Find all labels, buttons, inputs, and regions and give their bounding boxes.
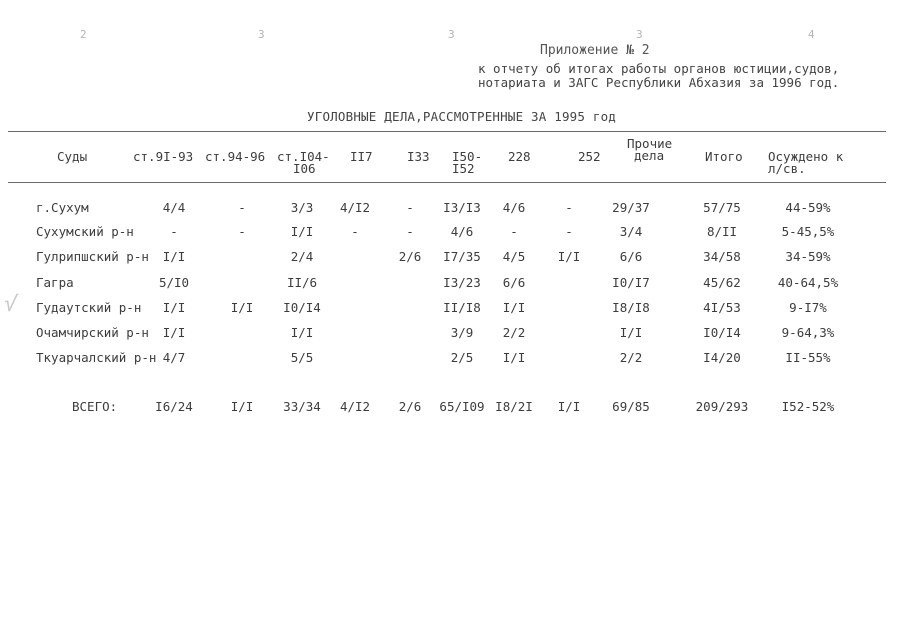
subtitle-line-1: к отчету об итогах работы органов юстиции,судов,: [478, 61, 840, 76]
row-court-name: ВСЕГО:: [72, 399, 118, 414]
row-cell-c10: 8/II: [706, 224, 738, 239]
row-court-name: Очамчирский р-н: [36, 325, 149, 340]
row-cell-c2: I/I: [230, 300, 254, 315]
row-cell-c11: 44-59%: [785, 200, 831, 215]
row-cell-c7: 4/5: [502, 249, 526, 264]
row-cell-c1: -: [170, 224, 178, 239]
table-title: УГОЛОВНЫЕ ДЕЛА,РАССМОТРЕННЫЕ ЗА 1995 год: [307, 109, 617, 124]
row-cell-c6: I3/23: [443, 275, 481, 290]
row-cell-c6: 2/5: [450, 350, 474, 365]
row-cell-c6: I3/I3: [443, 200, 481, 215]
row-cell-c6: 4/6: [450, 224, 474, 239]
row-cell-c4: 4/I2: [339, 399, 371, 414]
page-mark: 3: [448, 28, 455, 41]
row-cell-c10: 209/293: [695, 399, 749, 414]
row-cell-c3: 33/34: [283, 399, 321, 414]
header-art104-line2: I06: [293, 161, 316, 176]
check-mark-icon: √: [2, 291, 19, 318]
row-cell-c10: I0/I4: [703, 325, 741, 340]
row-cell-c7: I/I: [502, 350, 526, 365]
row-court-name: Гагра: [36, 275, 74, 290]
row-cell-c3: 5/5: [290, 350, 314, 365]
row-cell-c1: I/I: [162, 325, 186, 340]
row-court-name: Ткуарчалский р-н: [36, 350, 157, 365]
row-cell-c3: II/6: [286, 275, 318, 290]
row-cell-c7: I/I: [502, 300, 526, 315]
header-other: Прочие: [627, 136, 673, 151]
row-cell-c1: I/I: [162, 249, 186, 264]
row-cell-c6: 65/I09: [439, 399, 485, 414]
row-cell-c1: I6/24: [155, 399, 193, 414]
header-other-line2: дела: [634, 148, 665, 163]
appendix-label: Приложение № 2: [540, 43, 650, 58]
row-cell-c11: 40-64,5%: [777, 275, 839, 290]
header-art133: I33: [407, 149, 430, 164]
page-mark: 4: [808, 28, 815, 41]
row-cell-c5: -: [406, 200, 414, 215]
row-cell-c10: 34/58: [703, 249, 741, 264]
row-cell-c1: 4/7: [162, 350, 186, 365]
row-cell-c9: I0/I7: [612, 275, 650, 290]
row-cell-c3: 3/3: [290, 200, 314, 215]
row-court-name: Гудаутский р-н: [36, 300, 142, 315]
row-cell-c7: 4/6: [502, 200, 526, 215]
page-mark: 2: [80, 28, 87, 41]
page-mark: 3: [636, 28, 643, 41]
row-cell-c5: 2/6: [398, 399, 422, 414]
row-cell-c3: 2/4: [290, 249, 314, 264]
row-cell-c10: 4I/53: [703, 300, 741, 315]
row-cell-c7: 6/6: [502, 275, 526, 290]
row-cell-c6: I7/35: [443, 249, 481, 264]
row-cell-c7: I8/2I: [495, 399, 533, 414]
report-subtitle: [478, 62, 839, 90]
row-court-name: Сухумский р-н: [36, 224, 134, 239]
row-cell-c1: 4/4: [162, 200, 186, 215]
row-cell-c2: -: [238, 224, 246, 239]
row-cell-c1: 5/I0: [158, 275, 190, 290]
row-cell-c11: 5-45,5%: [781, 224, 835, 239]
header-courts: Суды: [57, 149, 88, 164]
row-cell-c9: I/I: [619, 325, 643, 340]
row-cell-c9: 69/85: [612, 399, 650, 414]
row-cell-c7: -: [510, 224, 518, 239]
header-art150-line2: I52: [452, 161, 475, 176]
row-cell-c10: 45/62: [703, 275, 741, 290]
row-cell-c6: 3/9: [450, 325, 474, 340]
row-cell-c10: I4/20: [703, 350, 741, 365]
header-art94: ст.94-96: [205, 149, 266, 164]
row-cell-c11: 9-I7%: [789, 300, 827, 315]
row-cell-c3: I/I: [290, 325, 314, 340]
header-bottom-rule: [8, 182, 886, 183]
header-convicted: Осуждено к: [768, 149, 844, 164]
subtitle-line-2: нотариата и ЗАГС Республики Абхазия за 1996 год.: [478, 75, 840, 90]
row-cell-c9: 3/4: [619, 224, 643, 239]
header-total: Итого: [705, 149, 743, 164]
row-cell-c5: -: [406, 224, 414, 239]
row-cell-c9: 29/37: [612, 200, 650, 215]
row-cell-c9: 2/2: [619, 350, 643, 365]
row-cell-c11: II-55%: [785, 350, 831, 365]
row-cell-c8: I/I: [557, 399, 581, 414]
row-cell-c11: 9-64,3%: [781, 325, 835, 340]
row-cell-c3: I0/I4: [283, 300, 321, 315]
row-court-name: Гулрипшский р-н: [36, 249, 149, 264]
row-cell-c10: 57/75: [703, 200, 741, 215]
row-cell-c4: -: [351, 224, 359, 239]
header-art91: ст.9I-93: [133, 149, 194, 164]
row-cell-c5: 2/6: [398, 249, 422, 264]
row-cell-c1: I/I: [162, 300, 186, 315]
header-art150: I50-: [452, 149, 483, 164]
row-cell-c11: I52-52%: [781, 399, 835, 414]
header-convicted-line2: л/св.: [768, 161, 806, 176]
row-cell-c2: -: [238, 200, 246, 215]
header-top-rule: [8, 131, 886, 132]
row-cell-c8: I/I: [557, 249, 581, 264]
row-cell-c8: -: [565, 200, 573, 215]
header-art117: II7: [350, 149, 373, 164]
header-art228: 228: [508, 149, 531, 164]
header-art104: ст.I04-: [277, 149, 330, 164]
row-cell-c11: 34-59%: [785, 249, 831, 264]
row-cell-c2: I/I: [230, 399, 254, 414]
row-cell-c6: II/I8: [443, 300, 481, 315]
header-art252: 252: [578, 149, 601, 164]
row-cell-c9: I8/I8: [612, 300, 650, 315]
row-cell-c3: I/I: [290, 224, 314, 239]
page-mark: 3: [258, 28, 265, 41]
row-court-name: г.Сухум: [36, 200, 89, 215]
row-cell-c9: 6/6: [619, 249, 643, 264]
row-cell-c8: -: [565, 224, 573, 239]
row-cell-c7: 2/2: [502, 325, 526, 340]
row-cell-c4: 4/I2: [339, 200, 371, 215]
